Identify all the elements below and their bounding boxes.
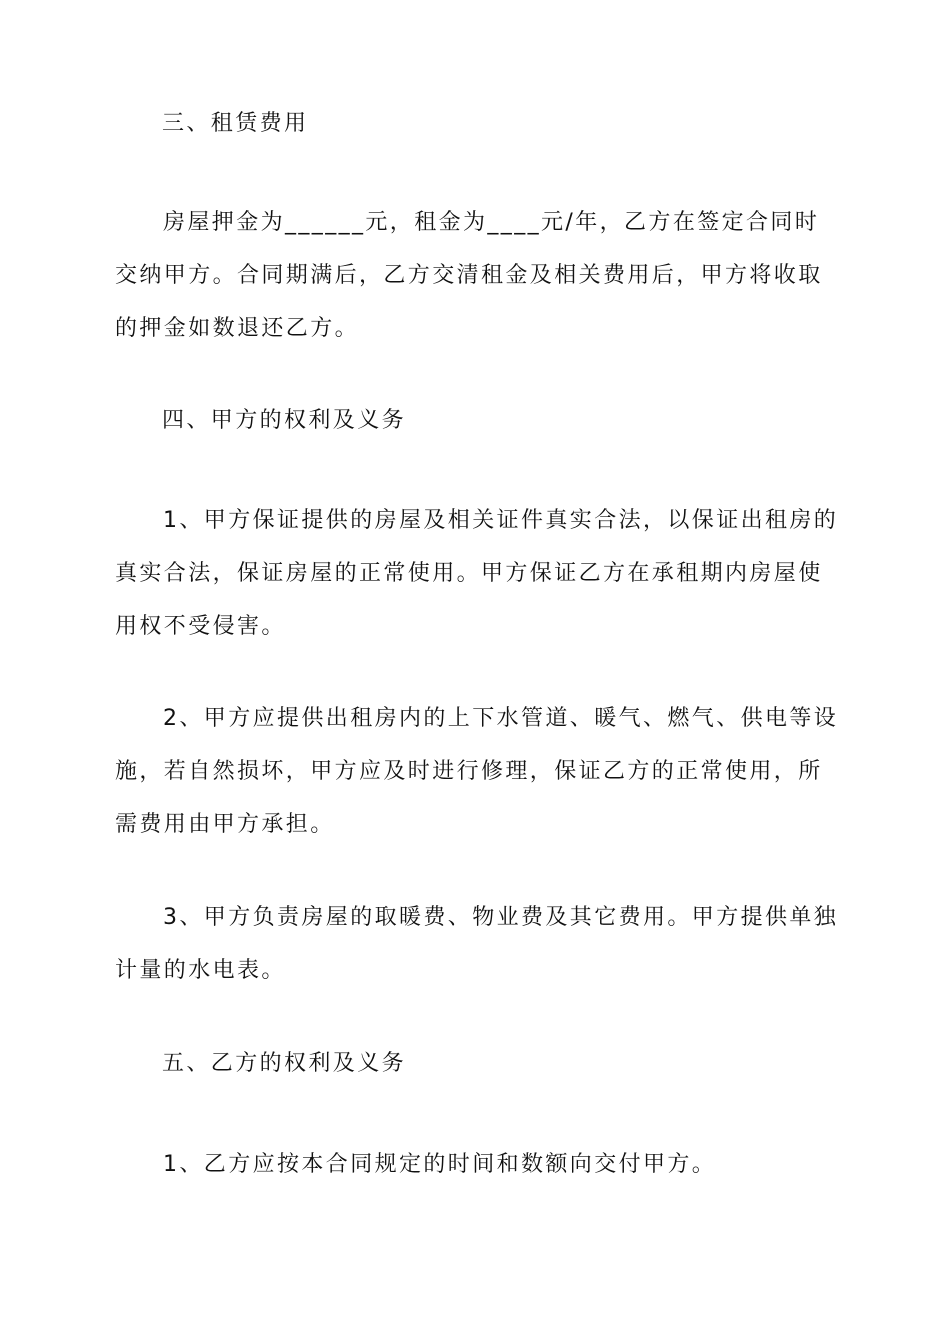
- section-heading-party-b-rights: 五、乙方的权利及义务: [162, 1051, 407, 1076]
- section-heading-rental-fees: 三、租赁费用: [162, 111, 309, 136]
- section-heading-party-a-rights: 四、甲方的权利及义务: [162, 408, 407, 433]
- paragraph-party-b-item-1: 1、乙方应按本合同规定的时间和数额向交付甲方。: [163, 1152, 717, 1177]
- paragraph-deposit-rent: 房屋押金为______元，租金为____元/年，乙方在签定合同时交纳甲方。合同期满后，乙方交清租金及相关费用后，甲方将收取的押金如数退还乙方。: [115, 210, 823, 341]
- paragraph-party-a-item-2: 2、甲方应提供出租房内的上下水管道、暖气、燃气、供电等设施，若自然损坏，甲方应及时进行修理，保证乙方的正常使用，所需费用由甲方承担。: [115, 706, 839, 837]
- paragraph-party-a-item-3: 3、甲方负责房屋的取暖费、物业费及其它费用。甲方提供单独计量的水电表。: [115, 905, 839, 983]
- paragraph-party-a-item-1: 1、甲方保证提供的房屋及相关证件真实合法，以保证出租房的真实合法，保证房屋的正常使用。甲方保证乙方在承租期内房屋使用权不受侵害。: [115, 508, 839, 639]
